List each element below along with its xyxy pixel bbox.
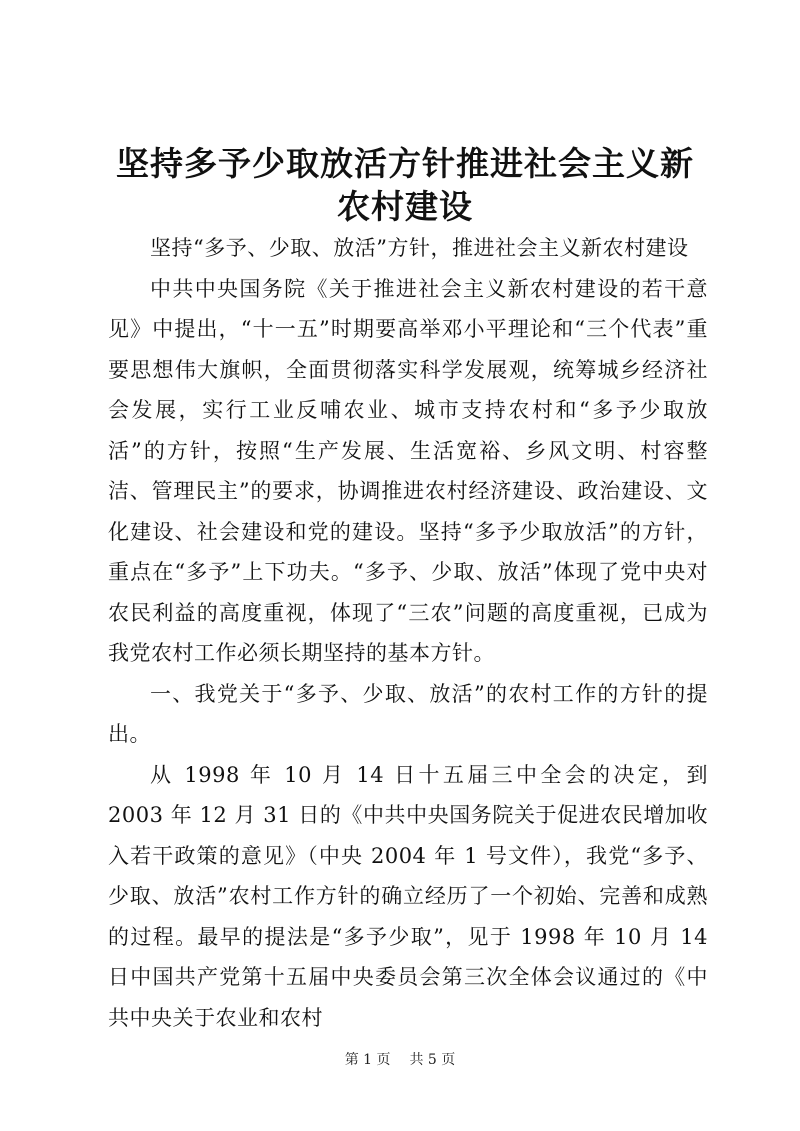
document-title: 坚持多予少取放活方针推进社会主义新农村建设 [116, 144, 694, 226]
document-body [108, 228, 708, 1038]
paragraph: 中共中央国务院《关于推进社会主义新农村建设的若干意见》中提出，“十一五”时期要高举邓小平理论和“三个代表”重要思想伟大旗帜，全面贯彻落实科学发展观，统筹城乡经济社会发展，实行工业反哺农业、城市支持农村和“多予少取放活”的方针，按照“生产发展、生活宽裕、乡风文明、村容整洁、管理民主”的要求，协调推进农村经济建设、政治建设、文化建设、社会建设和党的建设。坚持“多予少取放活”的方针，重点在“多予”上下功夫。“多予、少取、放活”体现了党中央对农民利益的高度重视，体现了“三农”问题的高度重视，已成为我党农村工作必须长期坚持的基本方针。 [108, 276, 708, 665]
paragraph: 一、我党关于“多予、少取、放活”的农村工作的方针的提出。 [108, 681, 708, 746]
paragraph: 从 1998 年 10 月 14 日十五届三中全会的决定，到 2003 年 12 月 31 日的《中共中央国务院关于促进农民增加收入若干政策的意见》（中央 2004 年 1 号文件），我党“多予、少取、放活”农村工作方针的确立经历了一个初始、完善和成熟的过程。最早的提法是“多予少取”，见于 1998 年 10 月 14 日中国共产党第十五届中央委员会第三次全体会议通过的《中共中央关于农业和农村 [108, 762, 708, 1030]
page-total: 共 5 页 [409, 1052, 456, 1068]
page-footer [0, 1050, 800, 1070]
page-number: 第 1 页 [344, 1052, 391, 1068]
paragraph: 坚持“多予、少取、放活”方针，推进社会主义新农村建设 [150, 236, 689, 260]
